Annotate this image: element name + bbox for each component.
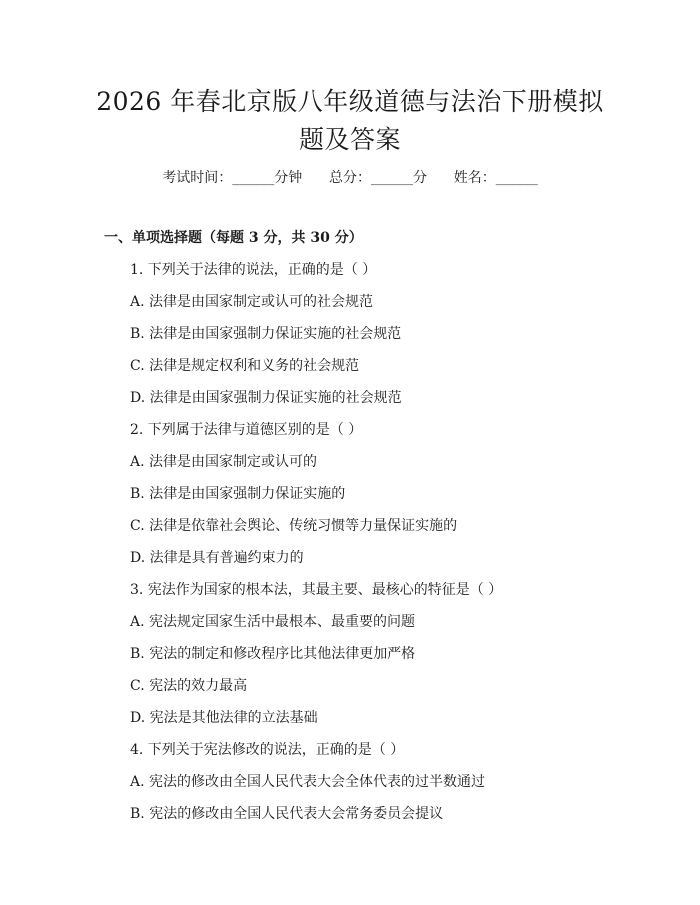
question-stem: 2. 下列属于法律与道德区别的是（ ） [130,422,363,438]
student-name-label: 姓名：______ [453,170,538,186]
exam-time-label: 考试时间：______分钟 [162,170,303,186]
question-option: B. 法律是由国家强制力保证实施的社会规范 [130,326,402,342]
document-title-line-1: 2026 年春北京版八年级道德与法治下册模拟 [96,87,604,116]
question-option: A. 宪法的修改由全国人民代表大会全体代表的过半数通过 [130,774,486,790]
total-score-label: 总分：______分 [329,170,427,186]
question-stem: 3. 宪法作为国家的根本法，其最主要、最核心的特征是（ ） [130,582,503,598]
question-option: A. 宪法规定国家生活中最根本、最重要的问题 [130,614,416,630]
question-option: D. 法律是具有普遍约束力的 [130,550,304,566]
question-option: C. 法律是规定权利和义务的社会规范 [130,358,360,374]
question-stem: 1. 下列关于法律的说法，正确的是（ ） [130,262,377,278]
question-option: A. 法律是由国家制定或认可的社会规范 [130,294,374,310]
exam-meta [0,168,700,188]
question-option: A. 法律是由国家制定或认可的 [130,454,318,470]
question-option: B. 宪法的修改由全国人民代表大会常务委员会提议 [130,806,444,822]
question-option: C. 法律是依靠社会舆论、传统习惯等力量保证实施的 [130,518,458,534]
document-title-line-2: 题及答案 [298,125,401,154]
question-option: C. 宪法的效力最高 [130,678,248,694]
section-heading: 一、单项选择题（每题 3 分，共 30 分） [104,230,363,246]
question-option: D. 宪法是其他法律的立法基础 [130,710,318,726]
question-option: D. 法律是由国家强制力保证实施的社会规范 [130,390,402,406]
question-option: B. 宪法的制定和修改程序比其他法律更加严格 [130,646,416,662]
question-stem: 4. 下列关于宪法修改的说法，正确的是（ ） [130,742,405,758]
question-option: B. 法律是由国家强制力保证实施的 [130,486,346,502]
